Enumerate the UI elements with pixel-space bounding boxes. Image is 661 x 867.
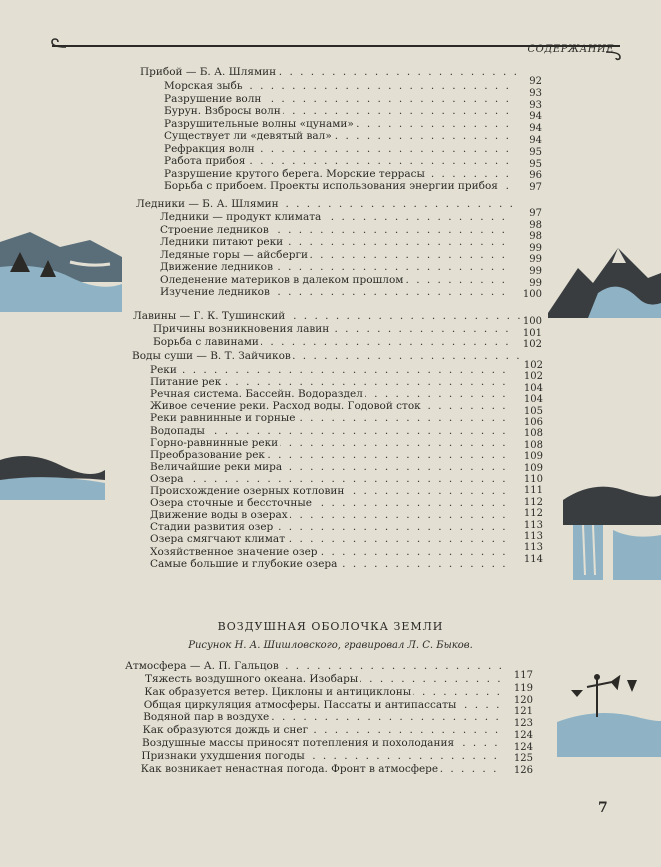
toc-page-number: 102	[523, 360, 543, 371]
toc-page-number: 94	[529, 123, 542, 135]
toc-item: Питание рек . . .	[150, 376, 509, 389]
toc-page-number: 104	[523, 382, 543, 394]
toc-page-number: 101	[522, 327, 542, 339]
toc-item: Горно-равнинные реки . . .	[150, 437, 509, 450]
toc-page-number: 96	[529, 170, 542, 182]
toc-page-number: 99	[529, 254, 542, 266]
toc-page-number: 119	[513, 683, 533, 694]
toc-item: Ледники питают реки . . .	[160, 236, 508, 249]
toc-page-number: 93	[529, 99, 542, 111]
toc-page-number: 98	[529, 231, 542, 243]
toc-page-number: 92	[529, 76, 542, 87]
toc-item: Общая циркуляция атмосферы. Пассаты и антипассаты . . .	[144, 699, 499, 712]
toc-item: Работа прибоя . . .	[164, 155, 508, 168]
toc-item: Борьба с прибоем. Проекты использования энергии прибоя . . .	[164, 180, 508, 193]
toc-page-number: 117	[513, 670, 533, 681]
toc-page-number: 124	[513, 741, 533, 753]
toc-page-number: 94	[529, 111, 542, 123]
toc-page-number: 95	[529, 146, 542, 158]
toc-page-number: 114	[523, 553, 543, 565]
toc-item: Хозяйственное значение озер . . .	[150, 546, 509, 559]
toc-item: Реки равнинные и горные . . .	[150, 412, 509, 425]
toc-page-number: 126	[513, 764, 533, 776]
toc-page-number: 120	[513, 694, 533, 706]
toc-item: Озера смягчают климат . . .	[150, 533, 509, 546]
toc-page-number: 106	[523, 417, 543, 428]
toc-item: Разрушение волн . . .	[164, 93, 508, 106]
toc-page-number: 123	[513, 718, 533, 730]
toc-item: Стадии развития озер . . .	[150, 521, 509, 534]
toc-item: Озера . . .	[150, 473, 509, 486]
toc-item: Ледники — продукт климата . . .	[160, 211, 508, 224]
toc-item: Самые большие и глубокие озера . . .	[150, 558, 509, 571]
toc-item: Существует ли «девятый вал» . . .	[164, 130, 508, 143]
toc-page-number: 99	[529, 266, 542, 277]
toc-page-number: 113	[523, 542, 543, 554]
toc-page-number: 97	[529, 182, 542, 194]
toc-item: Разрушение крутого берега. Морские террасы . . .	[164, 168, 508, 181]
toc-item: Причины возникновения лавин . . .	[153, 323, 508, 336]
toc-item: Движение ледников . . .	[160, 261, 508, 274]
toc-item: Признаки ухудшения погоды . . .	[141, 750, 496, 763]
toc-item: Живое сечение реки. Расход воды. Годовой сток . . .	[150, 400, 509, 413]
toc-item: Движение воды в озерах . . .	[150, 509, 509, 522]
toc-page-number: 111	[523, 485, 543, 497]
toc-item: Морская зыбь . . .	[164, 80, 508, 93]
toc-item: Водяной пар в воздухе . . .	[143, 711, 498, 724]
toc-item: Как образуются дождь и снег . . .	[143, 724, 498, 737]
toc-page-number: 125	[513, 753, 533, 765]
toc-page-number: 102	[522, 339, 542, 350]
toc-page-number: 113	[523, 531, 543, 542]
toc-page-number: 108	[523, 428, 543, 440]
toc-page-number: 97	[529, 208, 542, 219]
toc-page-number: 110	[523, 474, 543, 485]
toc-item: Происхождение озерных котловин . . .	[150, 485, 509, 498]
section-heading: Прибой — Б. А. Шлямин . . .	[140, 66, 520, 79]
header-title: СОДЕРЖАНИЕ	[527, 44, 614, 55]
toc-item: Борьба с лавинами . . .	[153, 336, 508, 349]
toc-page-number: 100	[522, 316, 542, 327]
toc-page-number: 112	[523, 508, 543, 520]
toc-item: Оледенение материков в далеком прошлом . . .	[160, 274, 508, 287]
toc-page-number: 95	[529, 158, 542, 170]
toc-item: Как возникает ненастная погода. Фронт в атмосфере . . .	[141, 763, 496, 776]
toc-page-number: 108	[523, 439, 543, 451]
toc-page-number: 109	[523, 451, 543, 463]
illustration-credit: Рисунок Н. А. Шишловского, гравировал Л. С. Быков.	[188, 640, 473, 651]
toc-page-number: 104	[523, 394, 543, 406]
toc-page-number: 124	[513, 729, 533, 741]
section-heading: Ледники — Б. А. Шлямин . . .	[136, 198, 520, 211]
toc-item: Речная система. Бассейн. Водораздел . . .	[150, 388, 509, 401]
toc-item: Разрушительные волны «цунами» . . .	[164, 118, 508, 131]
toc-page-number: 105	[523, 405, 543, 417]
toc-page-number: 102	[523, 371, 543, 383]
toc-page-number: 94	[529, 135, 542, 146]
section-heading: Воды суши — В. Т. Зайчиков . . .	[132, 350, 520, 363]
toc-page-number: 113	[523, 519, 543, 531]
toc-item: Преобразование рек . . .	[150, 449, 509, 462]
toc-item: Реки . . .	[150, 364, 509, 377]
toc-page-number: 100	[522, 289, 542, 301]
toc-item: Рефракция волн . . .	[164, 143, 508, 156]
toc-page-number: 98	[529, 219, 542, 231]
toc-page-number: 112	[523, 496, 543, 508]
toc-item: Водопады . . .	[150, 425, 509, 438]
toc-item: Тяжесть воздушного океана. Изобары . . .	[145, 673, 500, 686]
section-heading: Лавины — Г. К. Тушинский . . .	[133, 310, 520, 323]
toc-item: Как образуется ветер. Циклоны и антициклоны . . .	[144, 686, 499, 699]
page-number: 7	[598, 800, 608, 816]
toc-item: Воздушные массы приносят потепления и похолодания . . .	[142, 737, 497, 750]
part-title: ВОЗДУШНАЯ ОБОЛОЧКА ЗЕМЛИ	[217, 620, 444, 633]
toc-page-number: 109	[523, 462, 543, 474]
toc-item: Ледяные горы — айсберги . . .	[160, 249, 508, 262]
toc-page-number: 93	[529, 87, 542, 99]
toc-page-number: 121	[513, 706, 533, 718]
toc-item: Величайшие реки мира . . .	[150, 461, 509, 474]
toc-item: Изучение ледников . . .	[160, 286, 508, 299]
section-heading: Атмосфера — А. П. Гальцов . . .	[125, 660, 510, 673]
toc-item: Бурун. Взбросы волн . . .	[164, 105, 508, 118]
toc-item: Озера сточные и бессточные . . .	[150, 497, 509, 510]
toc-page-number: 99	[529, 242, 542, 254]
toc-page-number: 99	[529, 277, 542, 289]
toc-item: Строение ледников . . .	[160, 224, 508, 237]
